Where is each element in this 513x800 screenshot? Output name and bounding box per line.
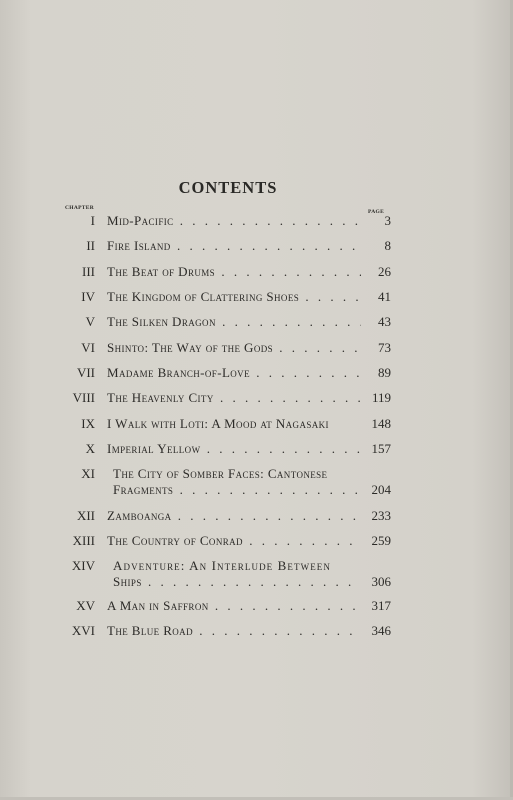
chapter-page: 89 [378,365,391,380]
chapter-page: 26 [378,264,391,279]
chapter-page: 157 [371,441,391,456]
chapter-title: Mid-Pacific . . . [107,212,361,230]
chapter-page: 233 [371,508,391,523]
chapter-title: The Country of Conrad . . . [107,532,361,550]
chapter-number: V [85,314,95,329]
chapter-number: X [85,441,95,456]
chapter-number: III [82,264,95,279]
chapter-page: 317 [371,598,391,613]
chapter-page: 43 [378,314,391,329]
chapter-title: Madame Branch-of-Love . . . [107,364,361,382]
chapter-title: The City of Somber Faces: Cantonese [113,466,328,481]
chapter-number: II [86,238,95,253]
chapter-title: Fire Island . . . [107,237,361,255]
chapter-title-continued: Fragments . . . [113,481,361,499]
chapter-page: 148 [371,416,391,431]
chapter-number: VII [76,365,95,380]
chapter-title: I Walk with Loti: A Mood at Nagasaki [107,416,329,431]
chapter-title: The Silken Dragon . . . [107,313,361,331]
chapter-page: 259 [371,533,391,548]
chapter-title: Adventure: An Interlude Between [113,558,331,573]
chapter-number: IV [81,289,95,304]
chapter-title: The Beat of Drums . . . [107,263,361,281]
chapter-column-header: CHAPTER [65,205,94,211]
chapter-title: The Blue Road . . . [107,622,361,640]
chapter-number: XV [76,598,95,613]
chapter-page: 8 [384,238,391,253]
chapter-number: XIV [71,558,95,573]
chapter-number: XVI [71,623,95,638]
chapter-page: 41 [378,289,391,304]
chapter-page: 204 [371,482,391,497]
chapter-number: XII [76,508,95,523]
chapter-title: The Heavenly City . . . [107,389,361,407]
chapter-number: XI [81,466,95,481]
chapter-number: XIII [72,533,95,548]
chapter-page: 3 [384,213,391,228]
chapter-title: Zamboanga . . . [107,507,361,525]
chapter-title: A Man in Saffron . . . [107,597,361,615]
chapter-number: I [90,213,95,228]
page-column-header: PAGE [368,209,385,215]
chapter-page: 306 [371,574,391,589]
chapter-number: VI [81,340,95,355]
chapter-title: Imperial Yellow . . . [107,440,361,458]
chapter-title: The Kingdom of Clattering Shoes . . . [107,288,361,306]
chapter-number: IX [81,416,95,431]
chapter-page: 119 [371,390,391,405]
contents-title: CONTENTS [178,178,278,197]
chapter-title: Shinto: The Way of the Gods . . . [107,339,361,357]
chapter-title-continued: Ships . . . [113,573,361,591]
chapter-page: 346 [371,623,391,638]
chapter-number: VIII [72,390,95,405]
chapter-page: 73 [378,340,391,355]
